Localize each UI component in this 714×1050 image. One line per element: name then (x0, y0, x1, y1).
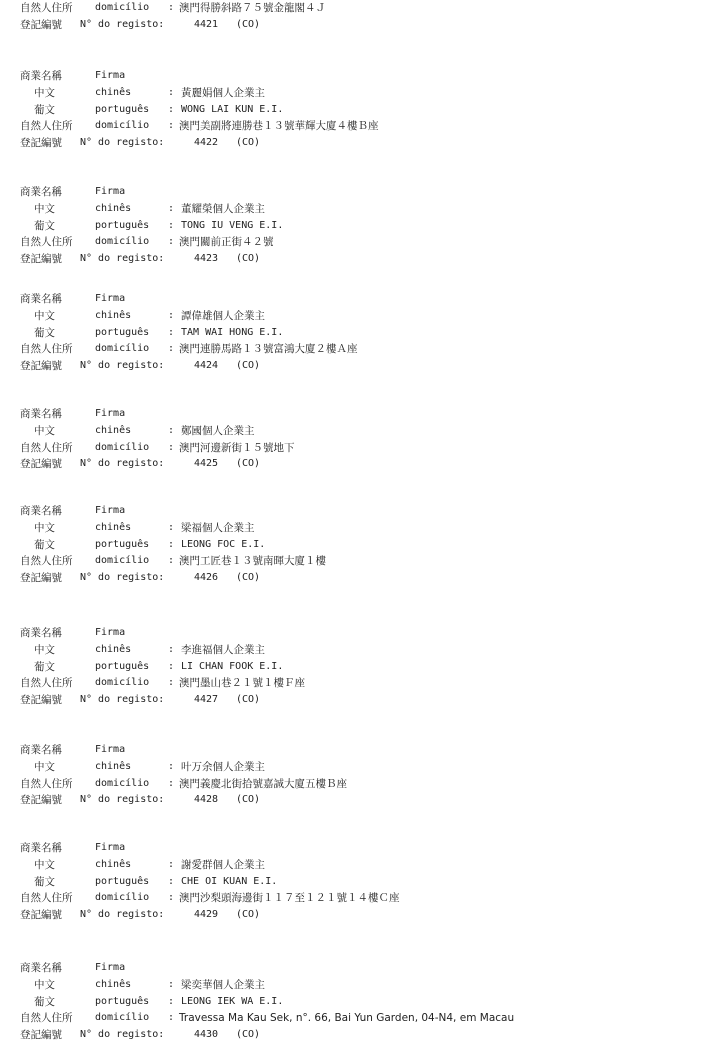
domicile-label-pt: domicílio (95, 677, 150, 689)
registry-co: (CO) (236, 458, 261, 470)
chinese-label-pt: chinês (95, 202, 132, 214)
registry-number: 4423 (194, 253, 219, 265)
domicile-label-pt: domicílio (95, 343, 150, 355)
chinese-label-zh: 中文 (34, 643, 55, 656)
chinese-name: 梁福個人企業主 (181, 521, 255, 534)
colon: : (168, 995, 175, 1007)
colon: : (168, 875, 175, 887)
registry-number: 4430 (194, 1029, 219, 1041)
registry-number: 4428 (194, 794, 219, 806)
registry-label-pt: N° do registo: (80, 458, 165, 470)
colon: : (168, 858, 175, 870)
firma-label-zh: 商業名稱 (20, 186, 62, 198)
registry-label-pt: N° do registo: (80, 19, 165, 30)
domicile-label-pt: domicílio (95, 892, 150, 904)
domicile-value: 澳門沙梨頭海邊街１１７至１２１號１４樓Ｃ座 (179, 892, 400, 905)
portuguese-name: LEONG IEK WA E.I. (181, 995, 284, 1007)
portuguese-label-zh: 葡文 (34, 875, 55, 888)
colon: : (168, 555, 175, 567)
firma-label-pt: Firma (95, 842, 126, 853)
registry-label-zh: 登記編號 (20, 1029, 62, 1042)
colon: : (168, 343, 175, 355)
domicile-value: 澳門連勝馬路１３號富鴻大廈２樓Ａ座 (179, 343, 358, 356)
registry-label-pt: N° do registo: (80, 694, 165, 706)
registry-number: 4429 (194, 909, 219, 921)
portuguese-label-zh: 葡文 (34, 538, 55, 551)
domicile-label-zh: 自然人住所 (20, 892, 73, 905)
registry-label-zh: 登記編號 (20, 19, 62, 31)
registry-co: (CO) (236, 572, 261, 584)
chinese-name: 譚偉雄個人企業主 (181, 309, 265, 322)
registry-label-pt: N° do registo: (80, 909, 165, 921)
colon: : (168, 777, 175, 789)
chinese-label-pt: chinês (95, 521, 132, 533)
chinese-label-zh: 中文 (34, 202, 55, 215)
colon: : (168, 978, 175, 990)
chinese-label-zh: 中文 (34, 978, 55, 991)
registry-label-pt: N° do registo: (80, 360, 165, 372)
firma-label-pt: Firma (95, 186, 126, 197)
chinese-label-pt: chinês (95, 86, 132, 98)
chinese-name: 鄭國個人企業主 (181, 424, 255, 437)
portuguese-label-pt: português (95, 995, 150, 1007)
chinese-label-pt: chinês (95, 424, 132, 436)
firma-label-zh: 商業名稱 (20, 293, 62, 305)
colon: : (168, 309, 175, 321)
portuguese-label-pt: português (95, 660, 150, 672)
portuguese-name: LI CHAN FOOK E.I. (181, 660, 284, 672)
colon: : (168, 521, 175, 533)
chinese-label-pt: chinês (95, 858, 132, 870)
domicile-value: 澳門工匠巷１３號南暉大廈１樓 (179, 555, 326, 568)
firma-label-pt: Firma (95, 293, 126, 304)
registry-co: (CO) (236, 794, 261, 806)
colon: : (168, 326, 175, 338)
firma-label-pt: Firma (95, 505, 126, 516)
domicile-label-zh: 自然人住所 (20, 343, 73, 356)
registry-number: 4422 (194, 137, 219, 149)
registry-label-zh: 登記編號 (20, 458, 62, 471)
domicile-label-zh: 自然人住所 (20, 1012, 73, 1025)
registry-number: 4427 (194, 694, 219, 706)
registry-number: 4421 (194, 19, 219, 30)
firma-label-zh: 商業名稱 (20, 744, 62, 756)
registry-co: (CO) (236, 909, 261, 921)
registry-label-zh: 登記編號 (20, 572, 62, 585)
chinese-name: 謝愛群個人企業主 (181, 858, 265, 871)
firma-label-zh: 商業名稱 (20, 962, 62, 974)
chinese-label-pt: chinês (95, 309, 132, 321)
domicile-label-zh: 自然人住所 (20, 777, 73, 790)
colon: : (168, 1012, 175, 1024)
firma-label-zh: 商業名稱 (20, 627, 62, 639)
colon: : (168, 86, 175, 98)
colon: : (168, 441, 175, 453)
domicile-label-pt: domicílio (95, 441, 150, 453)
firma-label-zh: 商業名稱 (20, 70, 62, 82)
domicile-value: 澳門美副將連勝巷１３號華輝大廈４樓Ｂ座 (179, 120, 379, 133)
colon: : (168, 660, 175, 672)
firma-label-pt: Firma (95, 627, 126, 638)
chinese-name: 黃麗娟個人企業主 (181, 86, 265, 99)
domicile-label-pt: domicílio (95, 120, 150, 132)
colon: : (168, 202, 175, 214)
registry-label-zh: 登記編號 (20, 694, 62, 707)
firma-label-pt: Firma (95, 744, 126, 755)
domicile-value: Travessa Ma Kau Sek, n°. 66, Bai Yun Garden, 04-N4, em Macau (179, 1012, 515, 1025)
chinese-label-zh: 中文 (34, 521, 55, 534)
domicile-label-pt: domicílio (95, 1012, 150, 1024)
domicile-label-zh: 自然人住所 (20, 236, 73, 249)
registry-number: 4424 (194, 360, 219, 372)
domicile-label-zh: 自然人住所 (20, 120, 73, 133)
domicile-label-zh: 自然人住所 (20, 677, 73, 690)
registry-co: (CO) (236, 360, 261, 372)
registry-label-pt: N° do registo: (80, 253, 165, 265)
portuguese-name: TONG IU VENG E.I. (181, 219, 284, 231)
registry-number: 4425 (194, 458, 219, 470)
colon: : (168, 538, 175, 550)
registry-co: (CO) (236, 19, 261, 30)
registry-number: 4426 (194, 572, 219, 584)
chinese-name: 梁奕華個人企業主 (181, 978, 265, 991)
domicile-label-pt: domicílio (95, 236, 150, 248)
portuguese-name: LEONG FOC E.I. (181, 538, 266, 550)
domicile-value: 澳門關前正街４２號 (179, 236, 274, 249)
colon: : (168, 103, 175, 115)
registry-label-zh: 登記編號 (20, 360, 62, 373)
portuguese-label-zh: 葡文 (34, 995, 55, 1008)
domicile-label-zh: 自然人住所 (20, 441, 73, 454)
portuguese-label-pt: português (95, 538, 150, 550)
chinese-label-zh: 中文 (34, 858, 55, 871)
portuguese-name: WONG LAI KUN E.I. (181, 103, 284, 115)
registry-label-pt: N° do registo: (80, 572, 165, 584)
portuguese-label-pt: português (95, 326, 150, 338)
colon: : (168, 219, 175, 231)
registry-co: (CO) (236, 137, 261, 149)
registry-label-pt: N° do registo: (80, 1029, 165, 1041)
portuguese-label-pt: português (95, 219, 150, 231)
domicile-value: 澳門河邊新街１５號地下 (179, 441, 295, 454)
domicile-value: 澳門得勝斜路７５號金龍閣４Ｊ (179, 2, 326, 14)
chinese-label-pt: chinês (95, 978, 132, 990)
registry-co: (CO) (236, 694, 261, 706)
domicile-label-pt: domicílio (95, 777, 150, 789)
colon: : (168, 760, 175, 772)
chinese-label-pt: chinês (95, 760, 132, 772)
colon: : (168, 2, 175, 13)
registry-label-pt: N° do registo: (80, 137, 165, 149)
firma-label-pt: Firma (95, 70, 126, 81)
chinese-name: 叶万余個人企業主 (181, 760, 265, 773)
portuguese-label-zh: 葡文 (34, 660, 55, 673)
domicile-label-pt: domicílio (95, 2, 150, 13)
firma-label-pt: Firma (95, 962, 126, 973)
colon: : (168, 120, 175, 132)
portuguese-label-zh: 葡文 (34, 219, 55, 232)
colon: : (168, 424, 175, 436)
chinese-label-pt: chinês (95, 643, 132, 655)
domicile-label-pt: domicílio (95, 555, 150, 567)
registry-label-zh: 登記編號 (20, 253, 62, 266)
portuguese-label-zh: 葡文 (34, 103, 55, 116)
firma-label-zh: 商業名稱 (20, 505, 62, 517)
chinese-name: 李進福個人企業主 (181, 643, 265, 656)
registry-label-zh: 登記編號 (20, 137, 62, 150)
chinese-label-zh: 中文 (34, 760, 55, 773)
domicile-label-zh: 自然人住所 (20, 555, 73, 568)
chinese-label-zh: 中文 (34, 309, 55, 322)
colon: : (168, 236, 175, 248)
domicile-label-zh: 自然人住所 (20, 2, 73, 14)
domicile-value: 澳門墨山巷２１號１樓Ｆ座 (179, 677, 305, 690)
domicile-value: 澳門義慶北街拾號嘉誠大廈五樓Ｂ座 (179, 777, 347, 790)
chinese-label-zh: 中文 (34, 86, 55, 99)
portuguese-label-pt: português (95, 875, 150, 887)
registry-label-zh: 登記編號 (20, 909, 62, 922)
registry-label-zh: 登記編號 (20, 794, 62, 807)
colon: : (168, 643, 175, 655)
chinese-name: 董耀榮個人企業主 (181, 202, 265, 215)
firma-label-zh: 商業名稱 (20, 408, 62, 420)
registry-label-pt: N° do registo: (80, 794, 165, 806)
portuguese-label-zh: 葡文 (34, 326, 55, 339)
firma-label-pt: Firma (95, 408, 126, 419)
firma-label-zh: 商業名稱 (20, 842, 62, 854)
portuguese-label-pt: português (95, 103, 150, 115)
chinese-label-zh: 中文 (34, 424, 55, 437)
portuguese-name: CHE OI KUAN E.I. (181, 875, 278, 887)
registry-co: (CO) (236, 1029, 261, 1041)
registry-co: (CO) (236, 253, 261, 265)
colon: : (168, 892, 175, 904)
colon: : (168, 677, 175, 689)
portuguese-name: TAM WAI HONG E.I. (181, 326, 284, 338)
